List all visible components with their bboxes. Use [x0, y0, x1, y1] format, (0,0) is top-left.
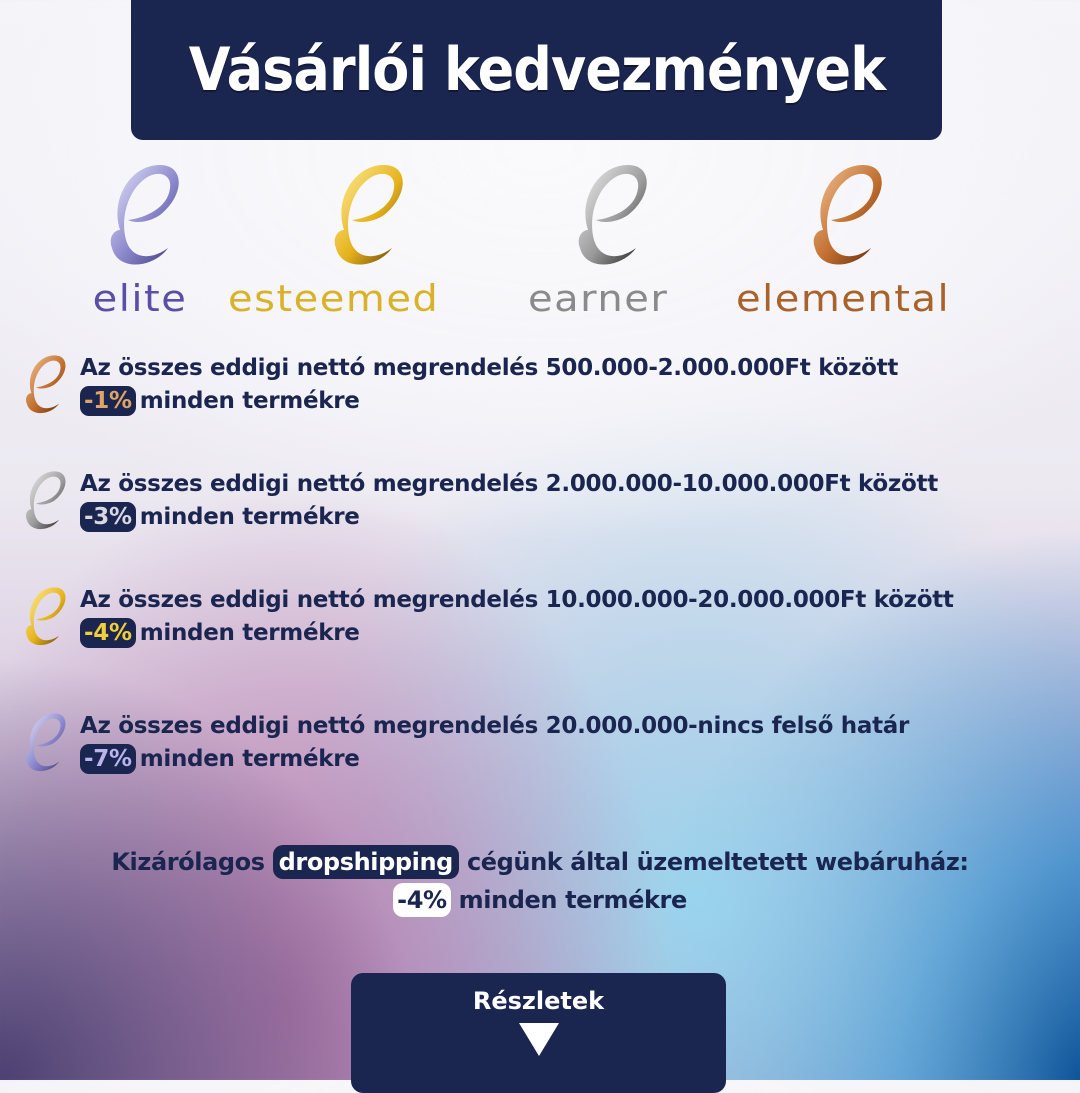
tier-name: esteemed — [228, 277, 440, 321]
discount-condition: Az összes eddigi nettó megrendelés 500.000-2.000.000Ft között — [80, 355, 899, 381]
triangle-down-icon — [519, 1023, 559, 1056]
discount-suffix: minden termékre — [139, 504, 360, 530]
discount-row-elite — [14, 704, 909, 782]
discount-text — [80, 584, 954, 650]
discount-text — [80, 710, 909, 776]
tier-name: elemental — [736, 277, 951, 321]
elemental-mini-logo-icon — [14, 346, 72, 424]
discount-badge: -1% — [80, 386, 136, 416]
page-title: Vásárlói kedvezmények — [188, 35, 885, 105]
discount-text — [80, 468, 938, 534]
discount-badge: -4% — [80, 618, 136, 648]
dropship-prefix: Kizárólagos — [111, 848, 265, 876]
earner-mini-logo-icon — [14, 462, 72, 540]
discount-suffix: minden termékre — [139, 388, 360, 414]
tier-earner — [528, 160, 668, 322]
dropship-rest: cégünk által üzemeltetett webáruház: — [466, 848, 969, 876]
dropshipping-note — [0, 845, 1080, 917]
tier-elemental — [736, 160, 950, 322]
discount-condition: Az összes eddigi nettó megrendelés 20.000.000-nincs felső határ — [80, 713, 910, 739]
dropship-highlight: dropshipping — [273, 845, 459, 879]
dropship-suffix: minden termékre — [458, 886, 687, 914]
tier-elite — [90, 160, 190, 322]
discount-text — [80, 352, 898, 418]
discount-condition: Az összes eddigi nettó megrendelés 10.000.000-20.000.000Ft között — [80, 587, 954, 613]
discount-badge: -3% — [80, 502, 136, 532]
details-label: Részletek — [472, 987, 605, 1015]
discount-suffix: minden termékre — [139, 620, 360, 646]
discount-row-esteemed — [14, 578, 954, 656]
discount-row-elemental — [14, 346, 898, 424]
elite-mini-logo-icon — [14, 704, 72, 782]
dropship-badge: -4% — [393, 883, 451, 917]
esteemed-logo-icon — [314, 160, 414, 272]
details-button[interactable] — [351, 973, 726, 1093]
discount-row-earner — [14, 462, 938, 540]
esteemed-mini-logo-icon — [14, 578, 72, 656]
tier-name: earner — [528, 277, 669, 321]
discount-suffix: minden termékre — [139, 746, 360, 772]
tier-esteemed — [228, 160, 439, 322]
tier-name: elite — [92, 277, 188, 321]
title-banner — [131, 0, 942, 140]
discount-badge: -7% — [80, 744, 136, 774]
discount-condition: Az összes eddigi nettó megrendelés 2.000.000-10.000.000Ft között — [80, 471, 938, 497]
elite-logo-icon — [90, 160, 190, 272]
elemental-logo-icon — [793, 160, 893, 272]
earner-logo-icon — [558, 160, 658, 272]
